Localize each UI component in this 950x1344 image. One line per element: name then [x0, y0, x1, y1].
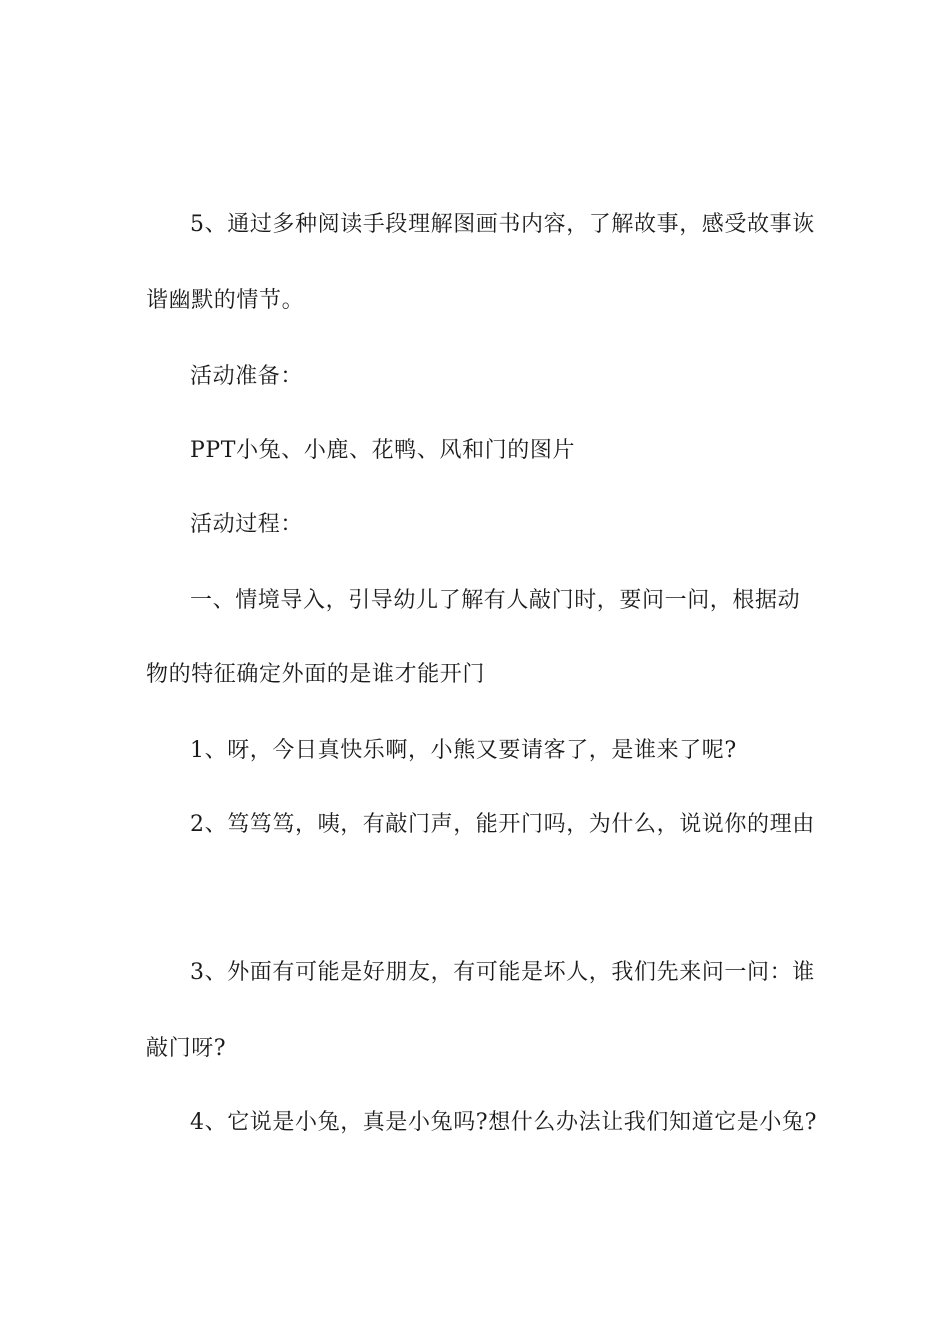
paragraph-line: 物的特征确定外面的是谁才能开门 — [146, 662, 486, 687]
paragraph-line: 4、它说是小兔，真是小兔吗?想什么办法让我们知道它是小兔? — [190, 1110, 817, 1135]
paragraph-line: 一、情境导入，引导幼儿了解有人敲门时，要问一问，根据动 — [190, 588, 801, 613]
paragraph-line: 谐幽默的情节。 — [146, 288, 305, 313]
paragraph-line: 3、外面有可能是好朋友，有可能是坏人，我们先来问一问：谁 — [190, 960, 815, 985]
paragraph-line: 1、呀，今日真快乐啊，小熊又要请客了，是谁来了呢? — [190, 738, 737, 763]
section-heading: 活动过程： — [190, 512, 304, 537]
paragraph-line: 5、通过多种阅读手段理解图画书内容，了解故事，感受故事诙 — [190, 212, 815, 237]
paragraph-line: PPT小兔、小鹿、花鸭、风和门的图片 — [190, 438, 576, 463]
paragraph-line: 敲门呀? — [146, 1036, 227, 1061]
section-heading: 活动准备： — [190, 364, 304, 389]
paragraph-line: 2、笃笃笃，咦，有敲门声，能开门吗，为什么，说说你的理由 — [190, 812, 815, 837]
